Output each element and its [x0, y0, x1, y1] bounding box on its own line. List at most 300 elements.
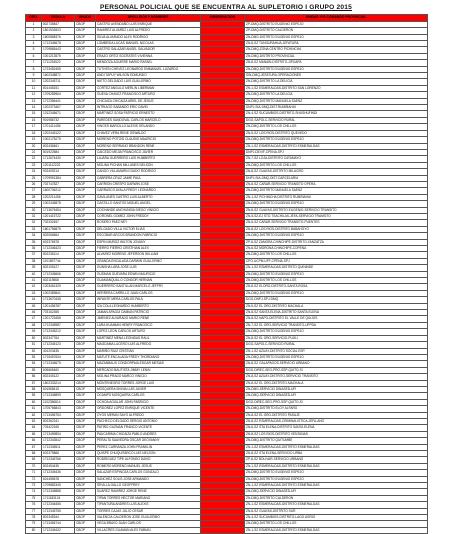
- cell-cedula: 1002389841: [42, 290, 75, 296]
- cell-unidad: ZP-8-SZ BOLIVAR-SERVICIO URBANO: [245, 457, 428, 463]
- cell-ord: 35: [26, 239, 42, 245]
- cell-ord: 62: [26, 412, 42, 418]
- cell-grado: CBOP: [75, 348, 96, 354]
- cell-ord: 3: [26, 34, 42, 40]
- cell-cedula: 802345122: [42, 374, 75, 380]
- cell-unidad: DGO-SAPOLC-SERVICIO RURAL: [245, 342, 428, 348]
- cell-grado: CBOP: [75, 239, 96, 245]
- cell-ord: 29: [26, 201, 42, 207]
- cell-nombres: CORONEL GOMEZ JOHN FREDDY: [96, 213, 201, 219]
- cell-unidad: ZN-DMQ-DISTRITO LOS CHILLOS: [245, 124, 428, 130]
- cell-grado: CBOP: [75, 85, 96, 91]
- cell-grado: CBOP: [75, 386, 96, 392]
- cell-ord: 51: [26, 342, 42, 348]
- cell-grado: CBOP: [75, 252, 96, 258]
- cell-grado: CBOP: [75, 303, 96, 309]
- table-row: [26, 527, 428, 533]
- cell-cedula: 1002345878: [42, 201, 75, 207]
- document-title: PERSONAL POLICIAL QUE SE ENCUENTRA AL SUPLETORIO I GRUPO 2015: [100, 4, 352, 11]
- cell-cedula: 1202445122: [42, 130, 75, 136]
- cell-unidad: ZN-5-SZ EL ORO-DISTRITO MACHALA: [245, 303, 428, 309]
- cell-grado: CBOP: [75, 143, 96, 149]
- cell-ord: 24: [26, 169, 42, 175]
- cell-cedula: 1712345123: [42, 342, 75, 348]
- cell-ord: 59: [26, 393, 42, 399]
- cell-cedula: 602379866: [42, 451, 75, 457]
- cell-ord: 64: [26, 425, 42, 431]
- cell-nombres: TORRES CAJAS JULIO CESAR: [96, 508, 201, 514]
- cell-unidad: DGO-SAPOLC-SERVICIO RURAL: [245, 117, 428, 123]
- cell-ord: 43: [26, 290, 42, 296]
- cell-cedula: 1001213575: [42, 53, 75, 59]
- cell-cedula: 1712345678: [42, 41, 75, 47]
- cell-nombres: JIMENEZ ALVARADO MARIO RENE: [96, 316, 201, 322]
- cell-unidad: ZN-8-SZ EL ORO-DISTRITO PASAJE: [245, 412, 428, 418]
- cell-nombres: MAZANBAUS CONDORPAIA EDGAR MESIAS: [96, 361, 201, 367]
- cell-nombres: SANCHEZ SOLIS JOSE ARMANDO: [96, 476, 201, 482]
- cell-grado: CBOP: [75, 393, 96, 399]
- cell-unidad: ZP-DMQ-DISTRITO CALDERON: [245, 28, 428, 34]
- cell-unidad: DNPJ-SIA-DMQ-DIST.RUMIÑAHUI: [245, 105, 428, 111]
- cell-unidad: DGO-DIREC-SEG-PRO-SSP-QUITO-SI: [245, 367, 428, 373]
- cell-grado: CBOP: [75, 380, 96, 386]
- cell-ord: 58: [26, 386, 42, 392]
- table-body: [26, 21, 428, 534]
- cell-ord: 38: [26, 258, 42, 264]
- cell-ord: 26: [26, 181, 42, 187]
- cell-nombres: MARTINEZ MENA LEONIDAS RAUL: [96, 335, 201, 341]
- cell-nombres: INTRIAGO SABANDO ERIC DAVID: [96, 105, 201, 111]
- cell-nombres: SEVILLA GALLO GEOFFREY: [96, 483, 201, 489]
- cell-ord: 13: [26, 98, 42, 104]
- cell-cedula: 401203435: [42, 348, 75, 354]
- cell-ord: 42: [26, 284, 42, 290]
- cell-cedula: 1712345511: [42, 444, 75, 450]
- cell-unidad: ZN-8-SZ STA ELENA-SERVICIO URBA: [245, 451, 428, 457]
- cell-cedula: 1201456787: [42, 303, 75, 309]
- cell-cedula: 1802333214: [42, 380, 75, 386]
- cell-unidad: ZN-5-SZ-EJ STO.TSACHILAS-JEFA-SERVICIO TRANSITO: [245, 213, 428, 219]
- cell-ord: 21: [26, 149, 42, 155]
- cell-nombres: TIPANTUÑA ANDRES LUIS ALEXIS: [96, 502, 201, 508]
- cell-nombres: GUEVA CHAVEZ FRANCISCO ARTURO: [96, 92, 201, 98]
- cell-unidad: ZN-6-SZ CAÑAR-SERVICIO TRANSITO-PUENTES: [245, 220, 428, 226]
- cell-nombres: TIPAN TORRES HECTOR MARIANO: [96, 495, 201, 501]
- cell-grado: CBOP: [75, 489, 96, 495]
- cell-ord: 66: [26, 438, 42, 444]
- cell-nombres: ROSERO PAEZ NEY: [96, 220, 201, 226]
- cell-nombres: PACHECO DELGADO SERGIO ANTONIO: [96, 418, 201, 424]
- cell-grado: CBOP: [75, 181, 96, 187]
- cell-grado: CBOP: [75, 508, 96, 514]
- cell-cedula: 1712356441: [42, 98, 75, 104]
- cell-unidad: ZN-DMQ-DISTRITO EUGENIO ESPEJO: [245, 476, 428, 482]
- cell-cedula: 1712345675: [42, 361, 75, 367]
- cell-grado: CBOP: [75, 297, 96, 303]
- cell-grado: CBOP: [75, 175, 96, 181]
- cell-grado: CBOP: [75, 438, 96, 444]
- cell-cedula: 602119868: [42, 278, 75, 284]
- cell-nombres: LOPEZ LEON CARLOS ARTURO: [96, 329, 201, 335]
- cell-grado: CBOP: [75, 431, 96, 437]
- cell-nombres: VINCES MARCILLO ALEXIS ORLANDO: [96, 124, 201, 130]
- cell-observacion: [201, 527, 245, 533]
- cell-nombres: CASTRO AVENDAÑO LUIS ENRIQUE: [96, 21, 201, 27]
- cell-grado: CBOP: [75, 105, 96, 111]
- cell-nombres: MATUTE ENCALADA FREDY THORDIANO: [96, 354, 201, 360]
- cell-cedula: 1712345436: [42, 470, 75, 476]
- cell-ord: 70: [26, 463, 42, 469]
- cell-nombres: MENDOZA AGUIRRE MARIO RAFAEL: [96, 60, 201, 66]
- cell-nombres: OCHOA AGUILAR JOHN FABRICIO: [96, 399, 201, 405]
- cell-nombres: GRANDA ENCALADA DARWIN GUILLERMO: [96, 258, 201, 264]
- cell-cedula: 801445151: [42, 85, 75, 91]
- cell-grado: CBOP: [75, 124, 96, 130]
- cell-unidad: DNPJ-DEVIF-CPENA-SPJ: [245, 149, 428, 155]
- cell-grado: CBOP: [75, 457, 96, 463]
- cell-nombres: GUSMAN GUEVARA EDWIN MAURICIO: [96, 271, 201, 277]
- cell-grado: CBOP: [75, 41, 96, 47]
- cell-ord: 77: [26, 508, 42, 514]
- cell-cedula: 1202211456: [42, 194, 75, 200]
- cell-nombres: MARIÑO RUIZ CRISTIAN: [96, 348, 201, 354]
- header-unidad: UNIDAD Y/O COMANDO PROVINCIAL: [245, 15, 428, 22]
- cell-unidad: ZN-1-SZ ESMERALDAS-DISTRITO ESMERALDAS: [245, 463, 428, 469]
- cell-unidad: ZN-1-SZ ESMERALDAS-DISTRITO SAN LORENZO: [245, 85, 428, 91]
- cell-cedula: 802362241: [42, 418, 75, 424]
- cell-cedula: 702747827: [42, 181, 75, 187]
- cell-unidad: ZN-DMQ-DISTRITO EUGENIO ESPEJO: [245, 201, 428, 207]
- cell-grado: CBOP: [75, 53, 96, 59]
- cell-unidad: ZN-4-SZ SUCUMBIOS-DISTRITO-LAGO AGRIO: [245, 515, 428, 521]
- cell-cedula: 1600736212: [42, 188, 75, 194]
- cell-unidad: ZN-DMQ-DISTRITO LA DELICIA: [245, 92, 428, 98]
- cell-nombres: JAMAN APAGUI DAMIAN PATRICIO: [96, 310, 201, 316]
- cell-unidad: ZN-DMQ-DISTRITO MANUELA SAENZ: [245, 98, 428, 104]
- cell-grado: CBOP: [75, 425, 96, 431]
- cell-ord: 61: [26, 406, 42, 412]
- cell-unidad: ZN-DMQ-DISTRITO QUITUMBE: [245, 438, 428, 444]
- cell-unidad: ZN-6-SZ MORONA CHINCHIPE-COPENA: [245, 246, 428, 252]
- cell-grado: CBOP: [75, 495, 96, 501]
- cell-unidad: CPO-UCPM-UFF-CPENA-SPJ: [245, 258, 428, 264]
- cell-cedula: 1712345666: [42, 271, 75, 277]
- cell-grado: CBOP: [75, 444, 96, 450]
- cell-nombres: VILLACRES GUAMAN ALEX FABIAN: [96, 527, 201, 533]
- cell-grado: CBOP: [75, 406, 96, 412]
- cell-unidad: ZN-DMG-SERVICIO DINASED-UFI: [245, 386, 428, 392]
- cell-cedula: 601968415: [42, 386, 75, 392]
- cell-ord: 53: [26, 354, 42, 360]
- cell-grado: CBOP: [75, 527, 96, 533]
- cell-grado: CBOP: [75, 194, 96, 200]
- cell-ord: 49: [26, 329, 42, 335]
- cell-ord: 73: [26, 483, 42, 489]
- cell-unidad: ZN-DMQ-SERVICIO DINASED-UFI: [245, 489, 428, 495]
- cell-cedula: 1712345755: [42, 508, 75, 514]
- cell-unidad: ZN-DMQ-DISTRITO LOS CHILLOS: [245, 252, 428, 258]
- cell-unidad: ZN-DMQ-DISTRITO CALDERON: [245, 495, 428, 501]
- cell-unidad: ZN-8-SZ GUAYAS-DISTRITO SUR: [245, 508, 428, 514]
- cell-cedula: 1801532603: [42, 28, 75, 34]
- cell-unidad: ZN-6-SZ STA ELENA-DISTRITO SANTA ELENA: [245, 425, 428, 431]
- cell-nombres: MARTINEZ SOSA PATRICIO ERNESTO: [96, 111, 201, 117]
- cell-cedula: 1101897744: [42, 258, 75, 264]
- cell-grado: CBOP: [75, 34, 96, 40]
- cell-cedula: 1712345432: [42, 527, 75, 533]
- cell-grado: CBOP: [75, 483, 96, 489]
- cell-nombres: ESCOBAR ARCOS BRANDON FABRICIO: [96, 233, 201, 239]
- cell-cedula: 1709882345: [42, 483, 75, 489]
- cell-unidad: ZN-6-SZ CAÑAR-SERVICIO TRANSITO OPERA.: [245, 181, 428, 187]
- cell-nombres: CABRERA CRUZ JAIME PAUL: [96, 175, 201, 181]
- cell-nombres: LARA HUAIMAN HENRY FRANCISCO: [96, 322, 201, 328]
- cell-ord: 22: [26, 156, 42, 162]
- cell-grado: CBOP: [75, 284, 96, 290]
- cell-grado: CBOP: [75, 246, 96, 252]
- cell-cedula: 1712674430: [42, 156, 75, 162]
- cell-ord: 74: [26, 489, 42, 495]
- cell-grado: CBOP: [75, 329, 96, 335]
- cell-cedula: 1712345766: [42, 457, 75, 463]
- cell-unidad: ZN-8-SZ MANABI-DISTRITO-JIPIJAPA: [245, 60, 428, 66]
- cell-cedula: 1713675454: [42, 207, 75, 213]
- cell-nombres: CANGO VILLAMARIN GUIDO RODRIGO: [96, 169, 201, 175]
- cell-unidad: ZN-8-SZ GUAYAS-DISTRITO EUGENIO-SERVICIO TRANSITO: [245, 207, 428, 213]
- cell-unidad: ZN-DMQ-DISTRITO PROVINCIAL: [245, 53, 428, 59]
- cell-grado: CBOP: [75, 169, 96, 175]
- cell-cedula: 1715457634: [42, 354, 75, 360]
- cell-nombres: PEREZ CARRANZA JOHN FRANKLIN: [96, 444, 201, 450]
- cell-nombres: VALENCIA CALDERON JOSE GUILLERMO: [96, 515, 201, 521]
- header-nombres: APELLIDOS Y NOMBRES: [96, 15, 201, 22]
- cell-ord: 32: [26, 220, 42, 226]
- cell-cedula: 703422345: [42, 425, 75, 431]
- cell-grado: CBOP: [75, 412, 96, 418]
- cell-nombres: MOLINA PRADO MARCO VINICIO: [96, 374, 201, 380]
- cell-unidad: SIN-DMQ-JEFATURA OPERACIONES: [245, 73, 428, 79]
- cell-cedula: 1202373467: [42, 105, 75, 111]
- cell-unidad: ZN-1-SZ AZUAY-DISTRITO SOCIAL ESP.: [245, 348, 428, 354]
- cell-cedula: 1712343542: [42, 438, 75, 444]
- cell-grado: CBOP: [75, 201, 96, 207]
- cell-unidad: ZN-DMQ-DISTRITO EUGENIO ESPEJO: [245, 66, 428, 72]
- cell-ord: 54: [26, 361, 42, 367]
- cell-ord: 46: [26, 310, 42, 316]
- cell-unidad: ZN-DMQ-DISTRITO EUGENIO ESPEJO: [245, 354, 428, 360]
- cell-ord: 67: [26, 444, 42, 450]
- header-observacion: OBSERVACION: [201, 15, 245, 22]
- cell-cedula: 1712345987: [42, 322, 75, 328]
- cell-ord: 78: [26, 515, 42, 521]
- cell-ord: 76: [26, 502, 42, 508]
- cell-cedula: 1600858376: [42, 34, 75, 40]
- cell-grado: CBOP: [75, 361, 96, 367]
- cell-ord: 71: [26, 470, 42, 476]
- cell-ord: 36: [26, 246, 42, 252]
- cell-nombres: RAMIREZ ALVAREZ LUIS ALFREDO: [96, 28, 201, 34]
- cell-grado: CBOP: [75, 220, 96, 226]
- cell-ord: 27: [26, 188, 42, 194]
- cell-ord: 8: [26, 66, 42, 72]
- cell-cedula: 602376578: [42, 239, 75, 245]
- cell-grado: CBOP: [75, 521, 96, 527]
- cell-ord: 72: [26, 476, 42, 482]
- cell-unidad: ZN-DMQ-DISTRITO EUGENIO ESPEJO: [245, 290, 428, 296]
- cell-cedula: 1002175275: [42, 137, 75, 143]
- cell-ord: 19: [26, 137, 42, 143]
- cell-ord: 15: [26, 111, 42, 117]
- cell-unidad: ZP-DMQ-DISTRITO EUGENIO ESPEJO: [245, 21, 428, 27]
- cell-ord: 9: [26, 73, 42, 79]
- cell-nombres: FIERRO FIERRO CRISTHIAN ALEX: [96, 246, 201, 252]
- cell-grado: CBOP: [75, 98, 96, 104]
- cell-grado: CBOP: [75, 258, 96, 264]
- cell-grado: CBOP: [75, 316, 96, 322]
- cell-cedula: 801922584: [42, 149, 75, 155]
- cell-grado: CBOP: [75, 226, 96, 232]
- cell-ord: 48: [26, 322, 42, 328]
- cell-ord: 63: [26, 418, 42, 424]
- cell-grado: CBOP: [75, 476, 96, 482]
- cell-grado: CBOP: [75, 290, 96, 296]
- cell-cedula: 1312345671: [42, 111, 75, 117]
- cell-ord: 34: [26, 233, 42, 239]
- cell-grado: CBOP: [75, 130, 96, 136]
- table-header-row: [26, 15, 428, 22]
- cell-ord: 52: [26, 348, 42, 354]
- cell-unidad: ZN-DMQ-DISTRITO EUGENIO ESPEJO: [245, 470, 428, 476]
- cell-cedula: 702332457: [42, 220, 75, 226]
- cell-grado: CBOP: [75, 66, 96, 72]
- cell-unidad: DNPJ-SIA-DMQ-DIST.CARCELARIA: [245, 175, 428, 181]
- cell-ord: 18: [26, 130, 42, 136]
- cell-unidad: ZN-8-SZ GUAYAS-DISTRITO MILAGRO: [245, 169, 428, 175]
- cell-cedula: 1203461325: [42, 284, 75, 290]
- cell-grado: CBOP: [75, 310, 96, 316]
- cell-ord: 33: [26, 226, 42, 232]
- cell-ord: 57: [26, 380, 42, 386]
- cell-cedula: 1723452455: [42, 66, 75, 72]
- cell-grado: CBOP: [75, 117, 96, 123]
- cell-grado: CBOP: [75, 60, 96, 66]
- cell-ord: 23: [26, 162, 42, 168]
- cell-ord: 44: [26, 297, 42, 303]
- cell-cedula: 1712345212: [42, 329, 75, 335]
- cell-cedula: 1801756875: [42, 226, 75, 232]
- cell-unidad: ZN-1-SZ ESMERALDAS-DISTRITO QUININDE: [245, 265, 428, 271]
- cell-cedula: 1712346456: [42, 502, 75, 508]
- personnel-table: [25, 14, 428, 534]
- cell-cedula: 1701411456: [42, 124, 75, 130]
- cell-nombres: TUTIVEN CHEVEZ LEONARDO EMMANUEL LUZARDO: [96, 66, 201, 72]
- cell-ord: 4: [26, 41, 42, 47]
- cell-ord: 25: [26, 175, 42, 181]
- cell-nombres: INFANTE MERA CARLOS PAUL: [96, 297, 201, 303]
- cell-cedula: 1201112222: [42, 162, 75, 168]
- cell-nombres: QUISPE CHUQUITARCO LUIS NELSON: [96, 451, 201, 457]
- cell-nombres: CAICEDO MEJIA FRANCISCO JAVIER: [96, 149, 201, 155]
- cell-grado: CBOP: [75, 322, 96, 328]
- cell-ord: 12: [26, 92, 42, 98]
- cell-ord: 65: [26, 431, 42, 437]
- cell-ord: 56: [26, 374, 42, 380]
- cell-nombres: ORDOÑEZ LOPEZ ENRIQUE VICENTE: [96, 406, 201, 412]
- cell-unidad: ZN-7-SZ LOJA-DISTRITO CATAMAYO: [245, 156, 428, 162]
- cell-ord: 6: [26, 53, 42, 59]
- cell-grado: CBOP: [75, 137, 96, 143]
- cell-cedula: 802105127: [42, 265, 75, 271]
- cell-ord: 75: [26, 495, 42, 501]
- cell-nombres: ANDI TAPUY WILSON EDMUNDO: [96, 73, 201, 79]
- cell-cedula: 802347764: [42, 335, 75, 341]
- cell-cedula: 1709865443: [42, 47, 75, 53]
- cell-grado: CBOP: [75, 207, 96, 213]
- cell-cedula: 1713670436: [42, 297, 75, 303]
- cell-ord: 2: [26, 28, 42, 34]
- cell-unidad: ZN-8-SZ ESMERALDAS-CRIMINALISTICA-JEFA-ANO: [245, 418, 428, 424]
- cell-nombres: SALAZAR ESPINOZA CARLOS GONZALO: [96, 470, 201, 476]
- cell-grado: CBOP: [75, 342, 96, 348]
- cell-unidad: DGO-DIREC-SEG-PRO-SSP-QUITO-SI: [245, 399, 428, 405]
- cell-cedula: 1202345711: [42, 79, 75, 85]
- cell-cedula: 1709991384: [42, 175, 75, 181]
- cell-unidad: ZN-8-SZ GALAPAGOS-SERVICIO URBANO: [245, 361, 428, 367]
- cell-unidad: ZN-DMQ-DISTRITO LOS CHILLOS: [245, 278, 428, 284]
- cell-unidad: ZN-DMQ-DISTRITO EUGENIO ESPEJO: [245, 271, 428, 277]
- cell-grado: CBOP: [75, 271, 96, 277]
- cell-grado: CBOP: [75, 28, 96, 34]
- cell-cedula: 1713456754: [42, 412, 75, 418]
- cell-ord: 11: [26, 85, 42, 91]
- cell-nombres: GUERRERO SANTILLAN MARCELO JEFFRY: [96, 284, 201, 290]
- cell-unidad: ZP-8-SZ ZAMORA CHINCHIPE-DISTRITO-YANZATZA: [245, 239, 428, 245]
- cell-cedula: 1201415722: [42, 213, 75, 219]
- cell-grado: CBOP: [75, 354, 96, 360]
- cell-ord: 14: [26, 105, 42, 111]
- cell-nombres: PAUCARIMA CHICAIZA PABLO ANDRES: [96, 431, 201, 437]
- cell-unidad: ZN-1-SZ PICHINCHA DISTRITO RUMIÑAHUI: [245, 194, 428, 200]
- cell-ord: 16: [26, 117, 42, 123]
- cell-unidad: ZN-1-SZ ESMERALDAS-DISTRITO ESMERALDAS: [245, 502, 428, 508]
- cell-unidad: ZN-8-SZ NAPO-DISTRITO EL VALLE DE QUIJOS: [245, 316, 428, 322]
- cell-nombres: SILVA ALVARADO ALEX RODRIGO: [96, 34, 201, 40]
- cell-nombres: ESPIN MUÑOZ WILTON JOVANY: [96, 239, 201, 245]
- cell-ord: 47: [26, 316, 42, 322]
- cell-nombres: PATIÑO GUZMAN FRANCO VICENTE: [96, 425, 201, 431]
- cell-unidad: ZN-DMQ-DISTRITO LA DELICIA: [245, 79, 428, 85]
- cell-cedula: 1713456744: [42, 521, 75, 527]
- cell-nombres: PAREDES SANDOVAL CARLOS MARCELO: [96, 117, 201, 123]
- cell-cedula: 601455678: [42, 476, 75, 482]
- cell-ord: 17: [26, 124, 42, 130]
- cell-cedula: 802454435: [42, 463, 75, 469]
- cell-cedula: 703162355: [42, 310, 75, 316]
- cell-unidad: ZN-DMG-DISTRITO EUGENIO ESPEJO: [245, 34, 428, 40]
- cell-grado: CBOP: [75, 111, 96, 117]
- cell-grado: CBOP: [75, 149, 96, 155]
- header-grado: GRADO: [75, 15, 96, 22]
- cell-ord: 40: [26, 271, 42, 277]
- cell-unidad: ZN-8-SZ EL ORO-SERVICIO-PUJILI: [245, 335, 428, 341]
- cell-nombres: MOLINA PICHAN MILLANES NELSON: [96, 162, 201, 168]
- cell-nombres: CHICAIZA CHICAIZA ARIEL DE JESUS: [96, 98, 201, 104]
- cell-grado: CBOP: [75, 92, 96, 98]
- cell-cedula: 802735847: [42, 21, 75, 27]
- cell-ord: 39: [26, 265, 42, 271]
- cell-unidad: ZN-4-SZ SUCUMBIOS-DISTRITO-SHUSHUFINDI: [245, 111, 428, 117]
- cell-unidad: ZN-DMQ-DISTRITO EUGENIO ESPEJO: [245, 137, 428, 143]
